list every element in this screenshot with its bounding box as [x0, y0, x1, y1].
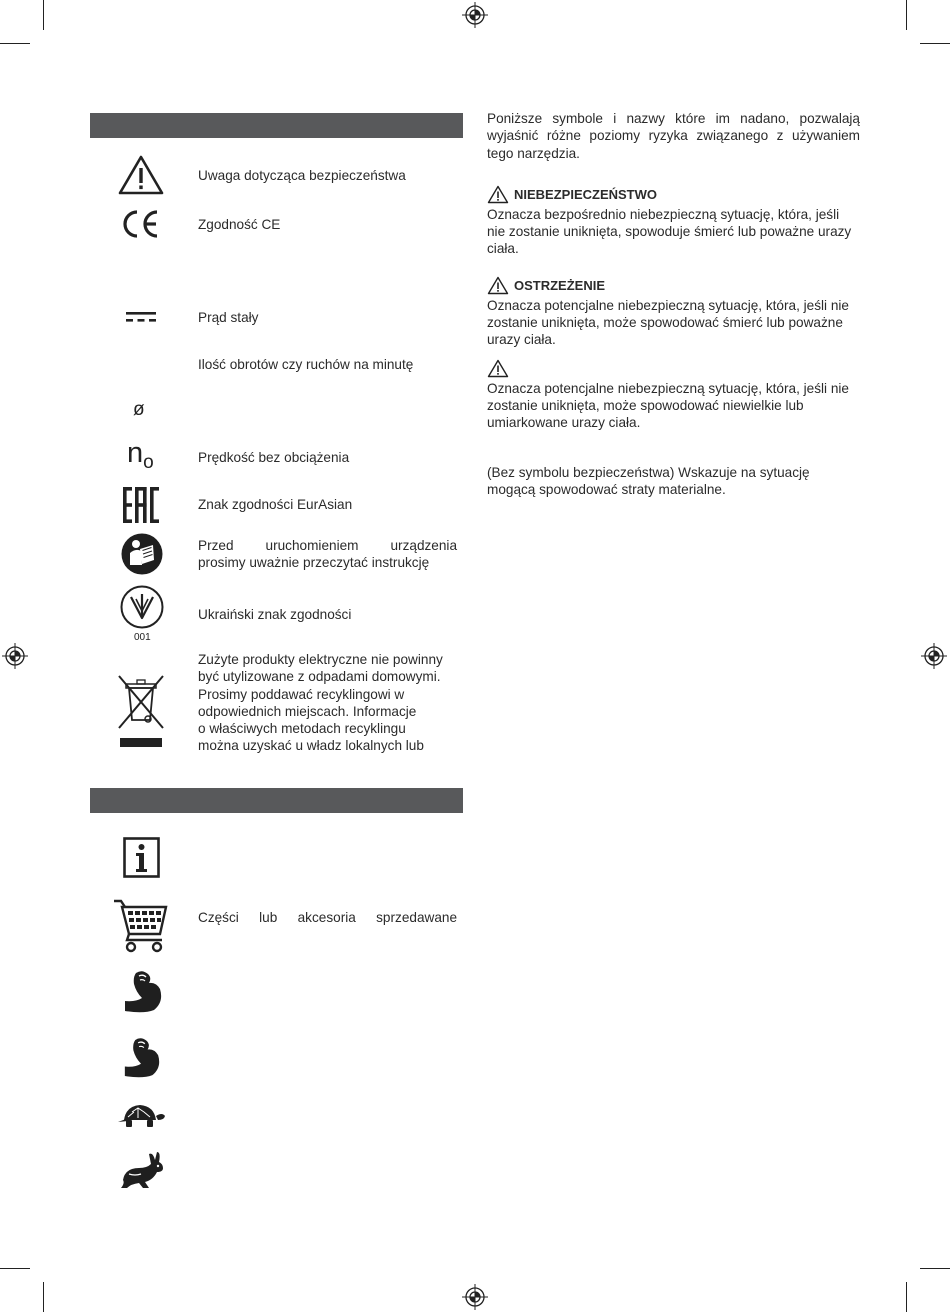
caution-heading	[487, 359, 860, 378]
ukraine-conformity-label: Ukraiński znak zgodności	[198, 607, 352, 622]
weee-line: odpowiednich miejscach. Informacje	[198, 703, 417, 719]
danger-description: Oznacza bezpośrednio niebezpieczną sytuację, która, jeśli nie zostanie uniknięta, spowoduje śmierć lub poważne urazy ciała.	[487, 206, 852, 257]
weee-crossed-bin-icon	[115, 672, 167, 750]
strong-arm-icon	[122, 970, 162, 1014]
eac-mark-icon	[123, 487, 159, 523]
weee-line: o właściwych metodach recyklingu	[198, 721, 406, 737]
diameter-glyph: ø	[133, 399, 145, 420]
shopping-cart-icon	[112, 898, 168, 954]
direct-current-icon	[126, 311, 156, 323]
registration-mark-icon	[462, 1284, 488, 1310]
direct-current-label: Prąd stały	[198, 310, 259, 325]
warning-description: Oznacza potencjalne niebezpieczną sytuację, która, jeśli nie zostanie uniknięta, może spowodować śmierć lub poważne urazy ciała.	[487, 297, 849, 348]
warning-triangle-icon	[487, 276, 509, 295]
weee-line: można uzyskać u władz lokalnych lub	[198, 738, 424, 754]
registration-mark-icon	[2, 643, 28, 669]
accessories-label: Części lub akcesoria sprzedawane	[198, 910, 457, 925]
crop-mark	[906, 1282, 907, 1312]
crop-mark	[43, 0, 44, 30]
caution-description: Oznacza potencjalne niebezpieczną sytuację, która, jeśli nie zostanie uniknięta, może spowodować niewielkie lub umiarkowane urazy ciała.	[487, 380, 849, 431]
ce-mark-icon	[121, 209, 161, 239]
ukraine-mark-code: 001	[134, 632, 151, 643]
safety-warning-label: Uwaga dotycząca bezpieczeństwa	[198, 168, 406, 183]
no-load-speed-icon	[127, 437, 154, 473]
rabbit-fast-icon	[119, 1150, 165, 1190]
danger-title: NIEBEZPIECZEŃSTWO	[514, 186, 658, 202]
section-header-bar	[90, 788, 463, 813]
no-load-glyph-o: o	[143, 452, 154, 473]
no-load-glyph-n: n	[127, 437, 144, 469]
read-manual-line1: Przed uruchomieniem urządzenia	[198, 538, 457, 553]
crop-mark	[906, 0, 907, 30]
read-manual-label	[198, 537, 457, 572]
read-manual-line2: prosimy uważnie przeczytać instrukcję	[198, 555, 430, 571]
notice-description: (Bez symbolu bezpieczeństwa) Wskazuje na sytuację mogącą spowodować straty materialne.	[487, 464, 810, 497]
read-manual-icon	[121, 533, 163, 575]
rpm-label: Ilość obrotów czy ruchów na minutę	[198, 357, 414, 372]
registration-mark-icon	[921, 643, 947, 669]
weee-line: Prosimy poddawać recyklingowi w	[198, 686, 405, 702]
weee-line: Zużyte produkty elektryczne nie powinny	[198, 652, 443, 667]
risk-levels-column	[487, 110, 860, 498]
intro-paragraph: Poniższe symbole i nazwy które im nadano, pozwalają wyjaśnić różne poziomy ryzyka związanego z używaniem tego narzędzia.	[487, 111, 860, 161]
ce-conformity-label: Zgodność CE	[198, 217, 281, 232]
strong-arm-icon	[122, 1036, 160, 1080]
danger-heading	[487, 185, 860, 204]
section-header-bar	[90, 113, 463, 138]
crop-mark	[0, 1268, 30, 1269]
crop-mark	[43, 1282, 44, 1312]
crop-mark	[920, 1268, 950, 1269]
turtle-slow-icon	[116, 1102, 166, 1130]
crop-mark	[0, 43, 30, 44]
warning-heading	[487, 276, 860, 295]
weee-line: być utylizowane z odpadami domowymi.	[198, 669, 441, 685]
warning-triangle-icon	[487, 185, 509, 204]
ukraine-conformity-icon	[120, 585, 164, 629]
warning-triangle-icon	[487, 359, 509, 378]
registration-mark-icon	[462, 2, 488, 28]
crop-mark	[920, 43, 950, 44]
no-load-speed-label: Prędkość bez obciążenia	[198, 450, 350, 465]
eac-label: Znak zgodności EurAsian	[198, 497, 353, 512]
warning-title: OSTRZEŻENIE	[514, 277, 606, 293]
info-icon	[123, 837, 160, 878]
warning-triangle-icon	[118, 154, 164, 196]
weee-disposal-text	[198, 651, 457, 755]
